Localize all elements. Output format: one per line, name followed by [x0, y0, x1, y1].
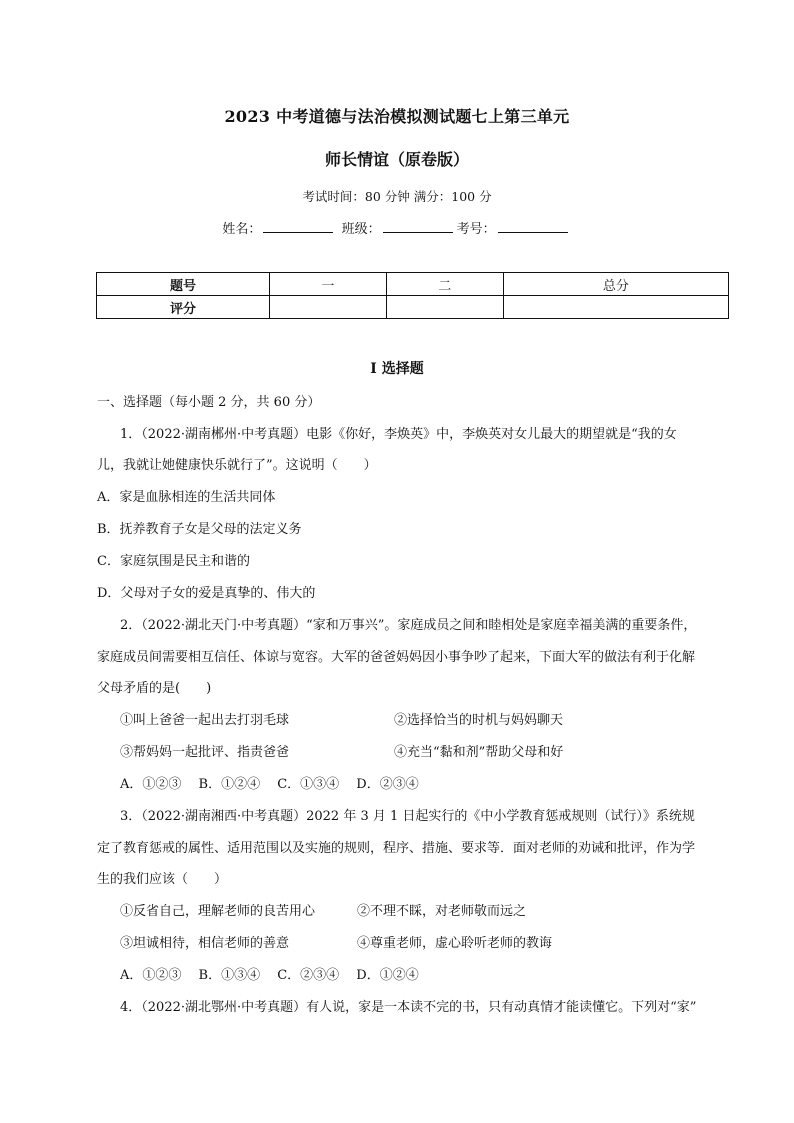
- score-cell[interactable]: [503, 296, 728, 319]
- question-1-option-c: C．家庭氛围是民主和谐的: [97, 554, 250, 569]
- class-label: 班级：: [341, 222, 381, 237]
- question-2-item-2: ②选择恰当的时机与妈妈聊天: [394, 713, 564, 728]
- question-2-line-2: 家庭成员间需要相互信任、体谅与宽容。大军的爸爸妈妈因小事争吵了起来，下面大军的做法有利于化解: [97, 650, 696, 665]
- exam-no-label: 考号：: [456, 222, 496, 237]
- question-3-item-3: ③坦诚相待，相信老师的善意: [120, 936, 290, 951]
- question-4-line-1: 4．（2022·湖北鄂州·中考真题）有人说，家是一本读不完的书，只有动真情才能读懂它。下列对“家”: [120, 1000, 697, 1015]
- page-title: 2023 中考道德与法治模拟测试题七上第三单元: [224, 107, 570, 126]
- section-intro: 一、选择题（每小题 2 分，共 60 分）: [97, 395, 321, 410]
- question-3-item-1: ①反省自己，理解老师的良苦用心: [120, 904, 316, 919]
- score-cell[interactable]: [386, 296, 503, 319]
- score-header-cell: 总分: [503, 273, 728, 296]
- question-1-option-b: B．抚养教育子女是父母的法定义务: [97, 522, 302, 537]
- question-1-option-a: A．家是血脉相连的生活共同体: [97, 490, 276, 505]
- question-3-answers: A．①②③ B．①③④ C．②③④ D．①②④: [120, 968, 419, 983]
- question-2-line-1: 2．（2022·湖北天门·中考真题）“家和万事兴”。家庭成员之间和睦相处是家庭幸福美满的重要条件，: [120, 618, 697, 633]
- question-3-line-1: 3．（2022·湖南湘西·中考真题）2022 年 3 月 1 日起实行的《中小学教育惩戒规则（试行）》系统规: [120, 809, 695, 824]
- name-blank[interactable]: [263, 220, 333, 233]
- question-3-item-4: ④尊重老师，虚心聆听老师的教诲: [357, 936, 553, 951]
- page-subtitle: 师长情谊（原卷版）: [324, 150, 469, 169]
- score-table-header-row: [97, 273, 729, 296]
- score-header-cell: 题号: [97, 273, 270, 296]
- question-1-line-2: 儿，我就让她健康快乐就行了”。这说明（ ）: [97, 458, 377, 473]
- class-blank[interactable]: [383, 220, 453, 233]
- question-3-line-3: 生的我们应该（ ）: [97, 872, 228, 887]
- exam-no-blank[interactable]: [498, 220, 568, 233]
- question-2-item-3: ③帮妈妈一起批评、指责爸爸: [120, 745, 290, 760]
- score-row-label: 评分: [97, 296, 270, 319]
- question-3-line-2: 定了教育惩戒的属性、适用范围以及实施的规则，程序、措施、要求等．面对老师的劝诫和批评，作为学: [97, 841, 696, 856]
- section-title: I 选择题: [370, 361, 424, 377]
- name-label: 姓名：: [222, 222, 262, 237]
- exam-meta: 考试时间：80 分钟 满分：100 分: [302, 189, 492, 204]
- score-header-cell: 一: [270, 273, 387, 296]
- question-1-line-1: 1．（2022·湖南郴州·中考真题）电影《你好，李焕英》中，李焕英对女儿最大的期望就是“我的女: [120, 427, 677, 442]
- question-2-item-1: ①叫上爸爸一起出去打羽毛球: [120, 713, 290, 728]
- score-header-cell: 二: [386, 273, 503, 296]
- question-1-option-d: D．父母对子女的爱是真挚的、伟大的: [97, 586, 316, 601]
- question-2-item-4: ④充当“黏和剂”帮助父母和好: [394, 745, 564, 760]
- score-cell[interactable]: [270, 296, 387, 319]
- question-2-line-3: 父母矛盾的是( ): [97, 681, 212, 696]
- question-2-answers: A．①②③ B．①②④ C．①③④ D．②③④: [120, 777, 419, 792]
- question-3-item-2: ②不理不睬，对老师敬而远之: [357, 904, 527, 919]
- score-table-row: [97, 296, 729, 319]
- score-table: [96, 272, 729, 319]
- student-info: [0, 218, 794, 237]
